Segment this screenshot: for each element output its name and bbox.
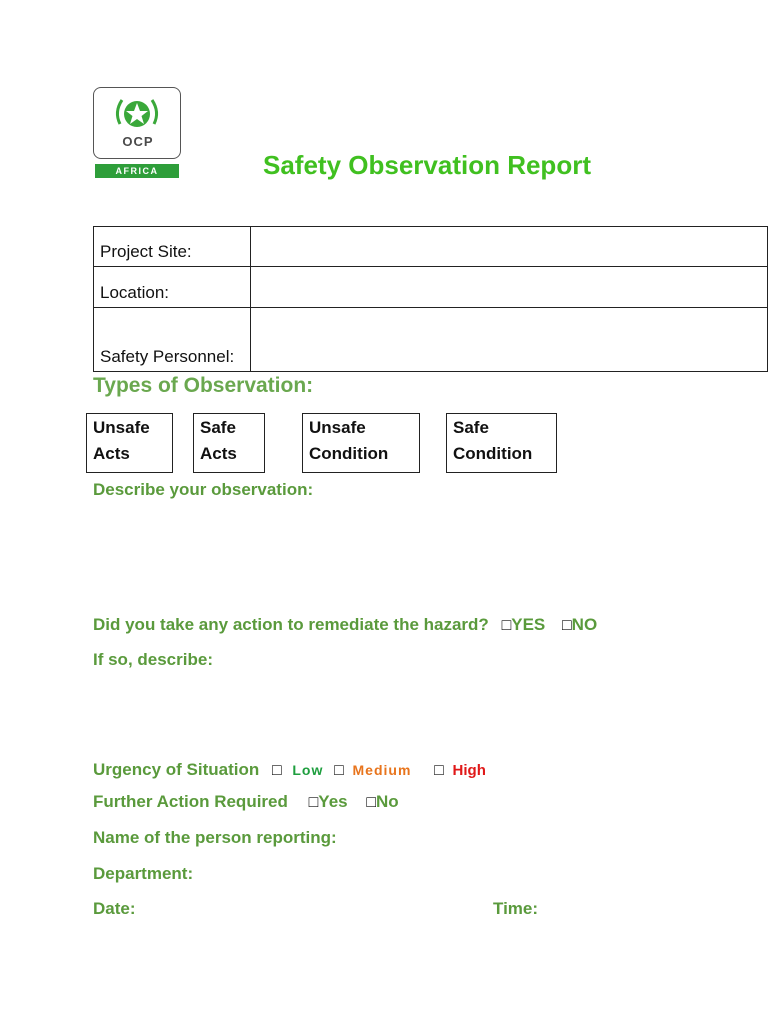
safe-acts-box[interactable]: Safe Acts: [193, 413, 265, 473]
describe-label: Describe your observation:: [93, 480, 314, 499]
checkbox-icon[interactable]: □: [501, 617, 512, 634]
checkbox-icon[interactable]: □: [434, 762, 444, 779]
page-title: Safety Observation Report: [263, 150, 591, 180]
further-yes-option[interactable]: [309, 792, 348, 811]
action-yes-option[interactable]: [502, 615, 546, 634]
table-row: [94, 308, 768, 372]
checkbox-icon[interactable]: □: [308, 794, 319, 811]
location-field[interactable]: [251, 267, 768, 308]
project-site-field[interactable]: [251, 227, 768, 267]
urgency-low-label: Low: [292, 762, 324, 778]
further-no-label: No: [376, 792, 399, 811]
table-row: [94, 267, 768, 308]
further-no-option[interactable]: [366, 792, 398, 811]
checkbox-icon[interactable]: □: [562, 617, 572, 634]
unsafe-condition-box[interactable]: Unsafe Condition: [302, 413, 420, 473]
types-heading: Types of Observation:: [93, 374, 314, 397]
action-no-label: NO: [571, 615, 598, 634]
checkbox-icon[interactable]: □: [271, 762, 282, 779]
unsafe-acts-box[interactable]: Unsafe Acts: [86, 413, 173, 473]
checkbox-icon[interactable]: □: [334, 762, 344, 779]
time-label: Time:: [493, 899, 539, 918]
project-site-label: Project Site:: [94, 227, 251, 267]
info-table: [93, 226, 768, 372]
further-yes-label: Yes: [318, 792, 348, 811]
further-action-label: Further Action Required: [93, 792, 288, 811]
safe-condition-box[interactable]: Safe Condition: [446, 413, 557, 473]
table-row: [94, 227, 768, 267]
safety-personnel-field[interactable]: [251, 308, 768, 372]
action-no-option[interactable]: [562, 615, 597, 634]
action-question: [93, 615, 597, 635]
department-label: Department:: [93, 864, 194, 883]
location-label: Location:: [94, 267, 251, 308]
urgency-label: Urgency of Situation: [93, 760, 260, 779]
urgency-row: [93, 760, 486, 780]
safety-personnel-label: Safety Personnel:: [94, 308, 251, 372]
logo-bar: AFRICA: [95, 164, 179, 178]
company-logo: [93, 87, 181, 179]
reporter-label: Name of the person reporting:: [93, 828, 337, 847]
urgency-high-label: High: [452, 762, 486, 779]
checkbox-icon[interactable]: □: [366, 794, 377, 811]
logo-frame: [93, 87, 181, 159]
further-action-row: [93, 792, 399, 812]
action-question-text: Did you take any action to remediate the hazard?: [93, 615, 489, 634]
logo-text: OCP: [122, 134, 154, 149]
action-yes-label: YES: [511, 615, 546, 634]
if-so-label: If so, describe:: [93, 650, 213, 669]
urgency-medium-label: Medium: [352, 762, 412, 778]
date-label: Date:: [93, 899, 136, 918]
star-emblem-icon: [112, 94, 162, 134]
